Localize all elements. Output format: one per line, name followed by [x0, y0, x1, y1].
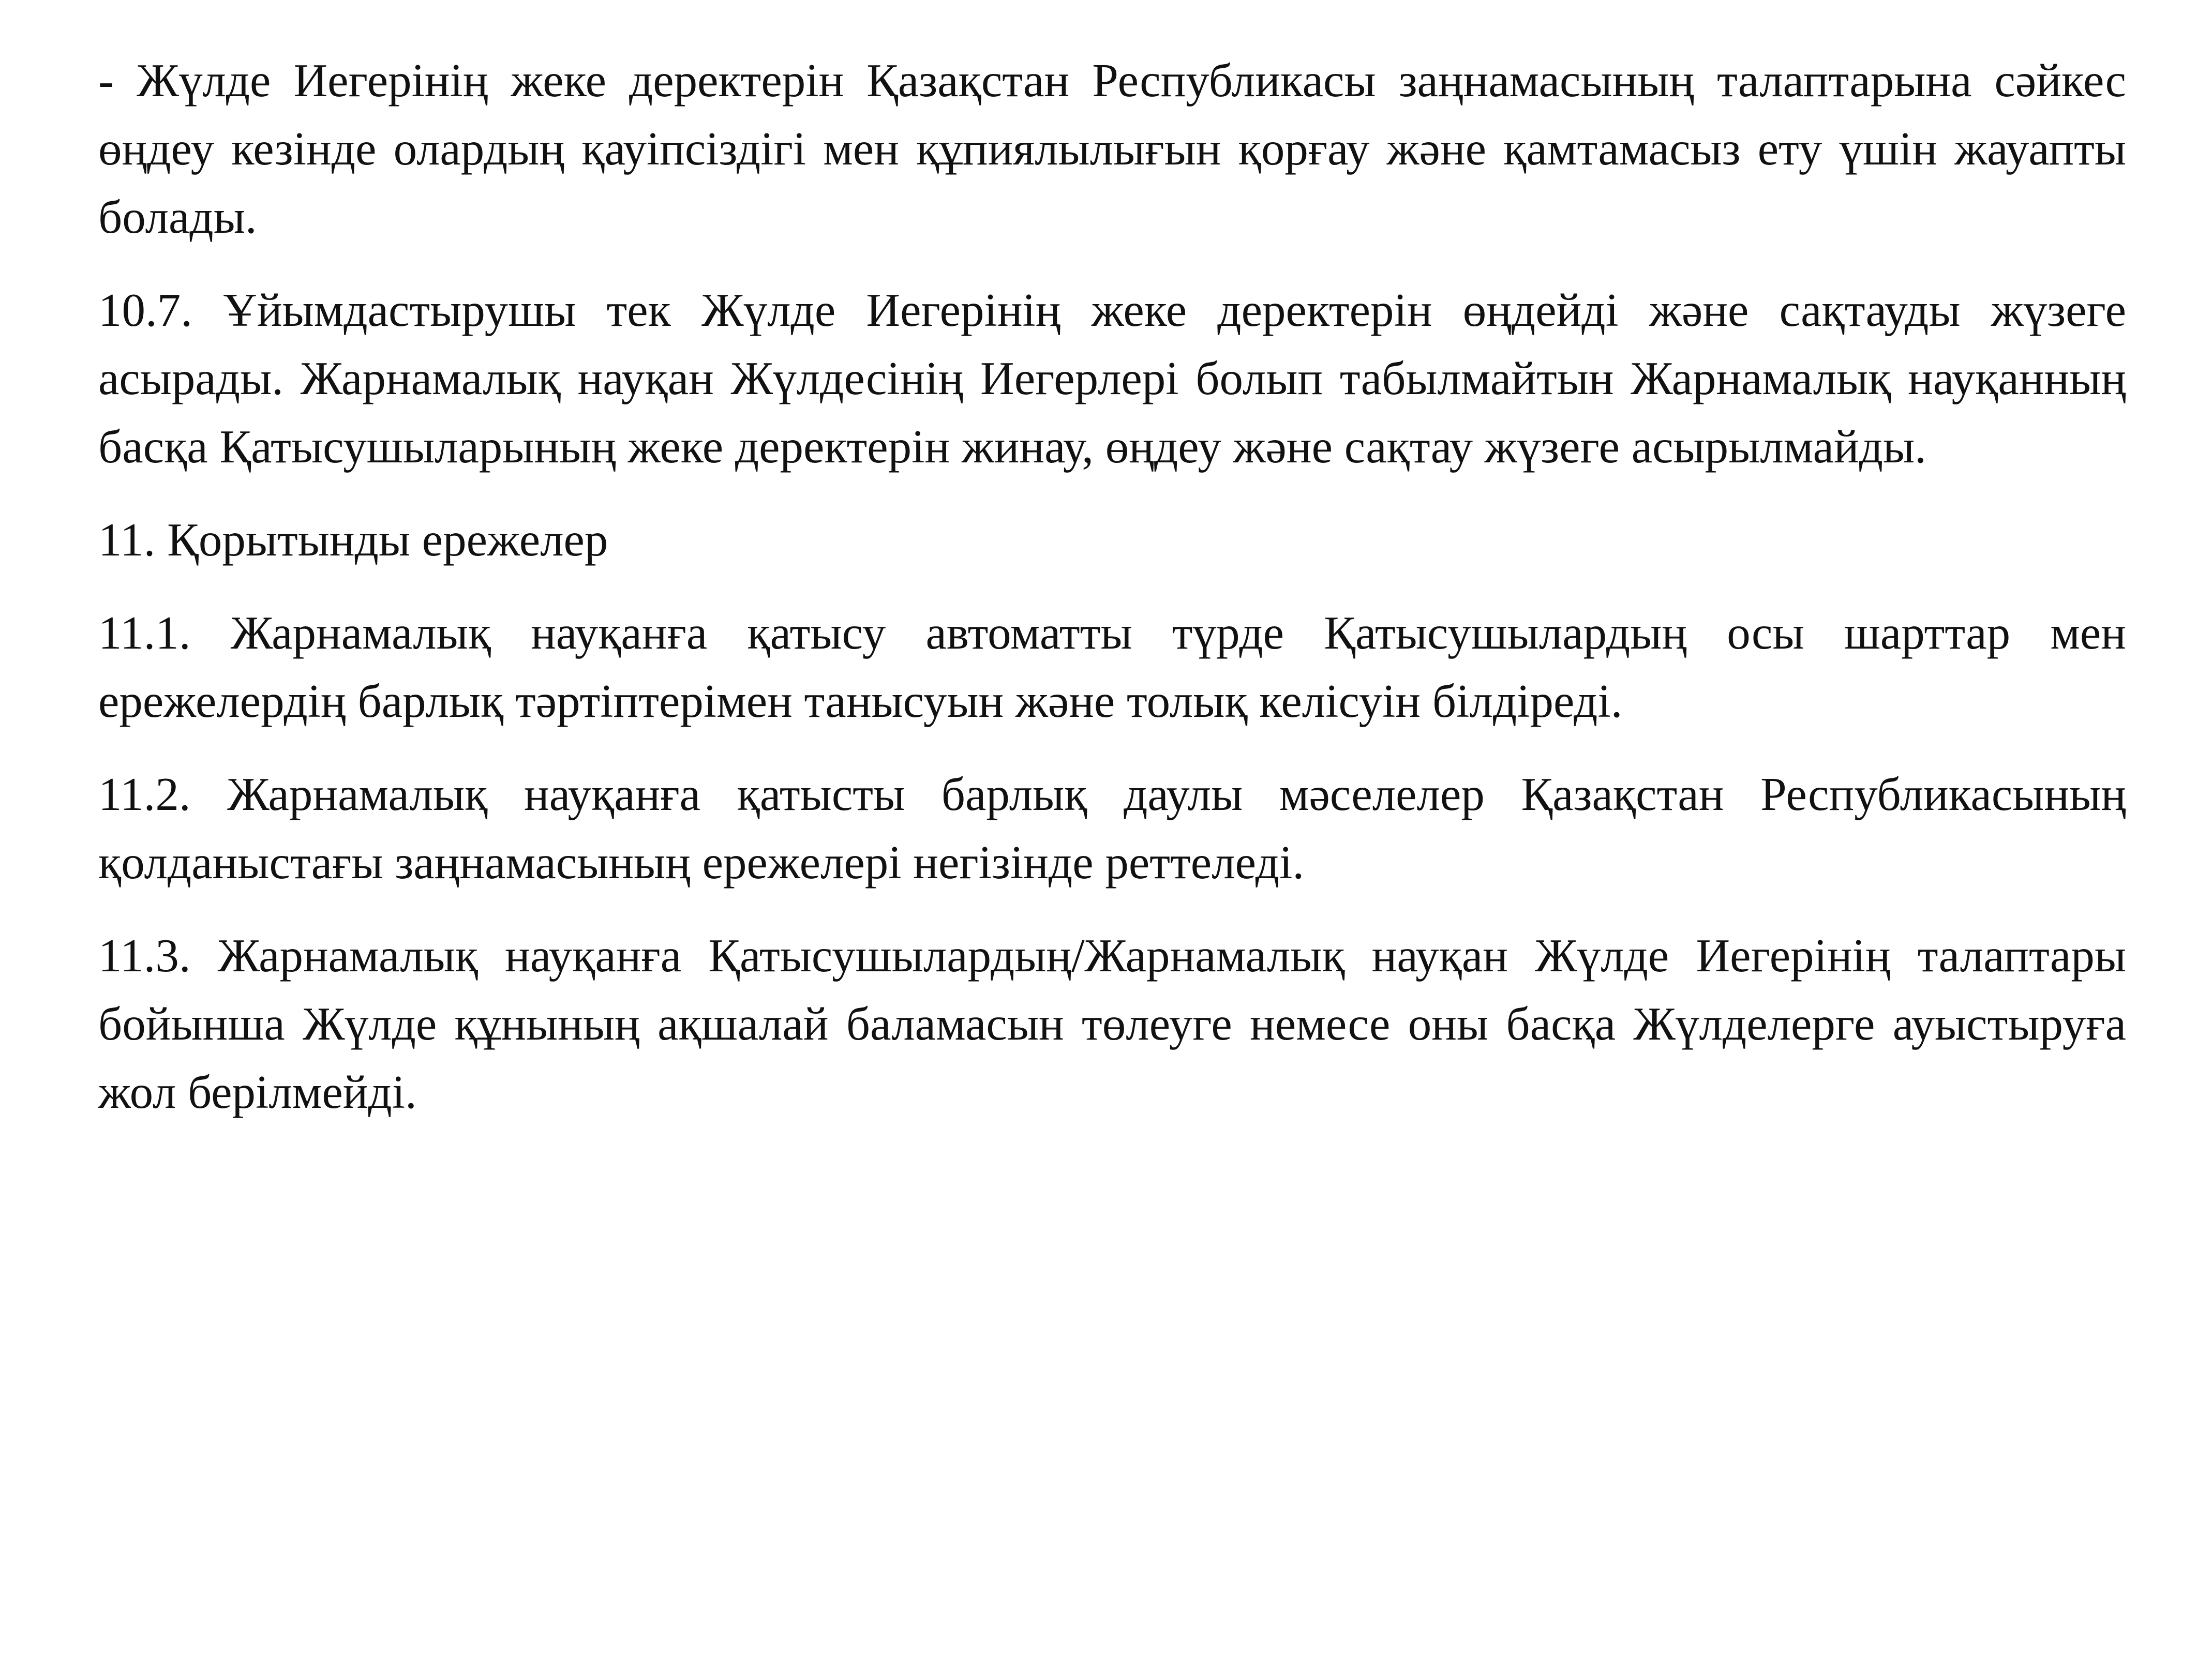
paragraph-10-7: 10.7. Ұйымдастырушы тек Жүлде Иегерінің жеке деректерін өңдейді және сақтауды жүзеге асырады. Жарнамалық науқан Жүлдесінің Иегерлері болып табылмайтын Жарнамалық науқанның басқа Қатысушыларының жеке деректерін жинау, өңдеу және сақтау жүзеге асырылмайды.	[98, 284, 2126, 473]
paragraph-personal-data-responsibility: - Жүлде Иегерінің жеке деректерін Қазақстан Республикасы заңнамасының талаптарына сәйкес өңдеу кезінде олардың қауіпсіздігі мен құпиялылығын қорғау және қамтамасыз ету үшін жауапты болады.	[98, 54, 2126, 243]
paragraph-11-1: 11.1. Жарнамалық науқанға қатысу автоматты түрде Қатысушылардың осы шарттар мен ережелердің барлық тәртіптерімен танысуын және толық келісуін білдіреді.	[98, 607, 2126, 727]
paragraph-11-2: 11.2. Жарнамалық науқанға қатысты барлық даулы мәселелер Қазақстан Республикасының қолданыстағы заңнамасының ережелері негізінде реттеледі.	[98, 768, 2126, 889]
section-heading-11: 11. Қорытынды ережелер	[98, 514, 608, 566]
document-page	[98, 47, 2126, 1151]
paragraph-11-3: 11.3. Жарнамалық науқанға Қатысушылардың/Жарнамалық науқан Жүлде Иегерінің талаптары бойынша Жүлде құнының ақшалай баламасын төлеуге немесе оны басқа Жүлделерге ауыстыруға жол берілмейді.	[98, 929, 2126, 1118]
